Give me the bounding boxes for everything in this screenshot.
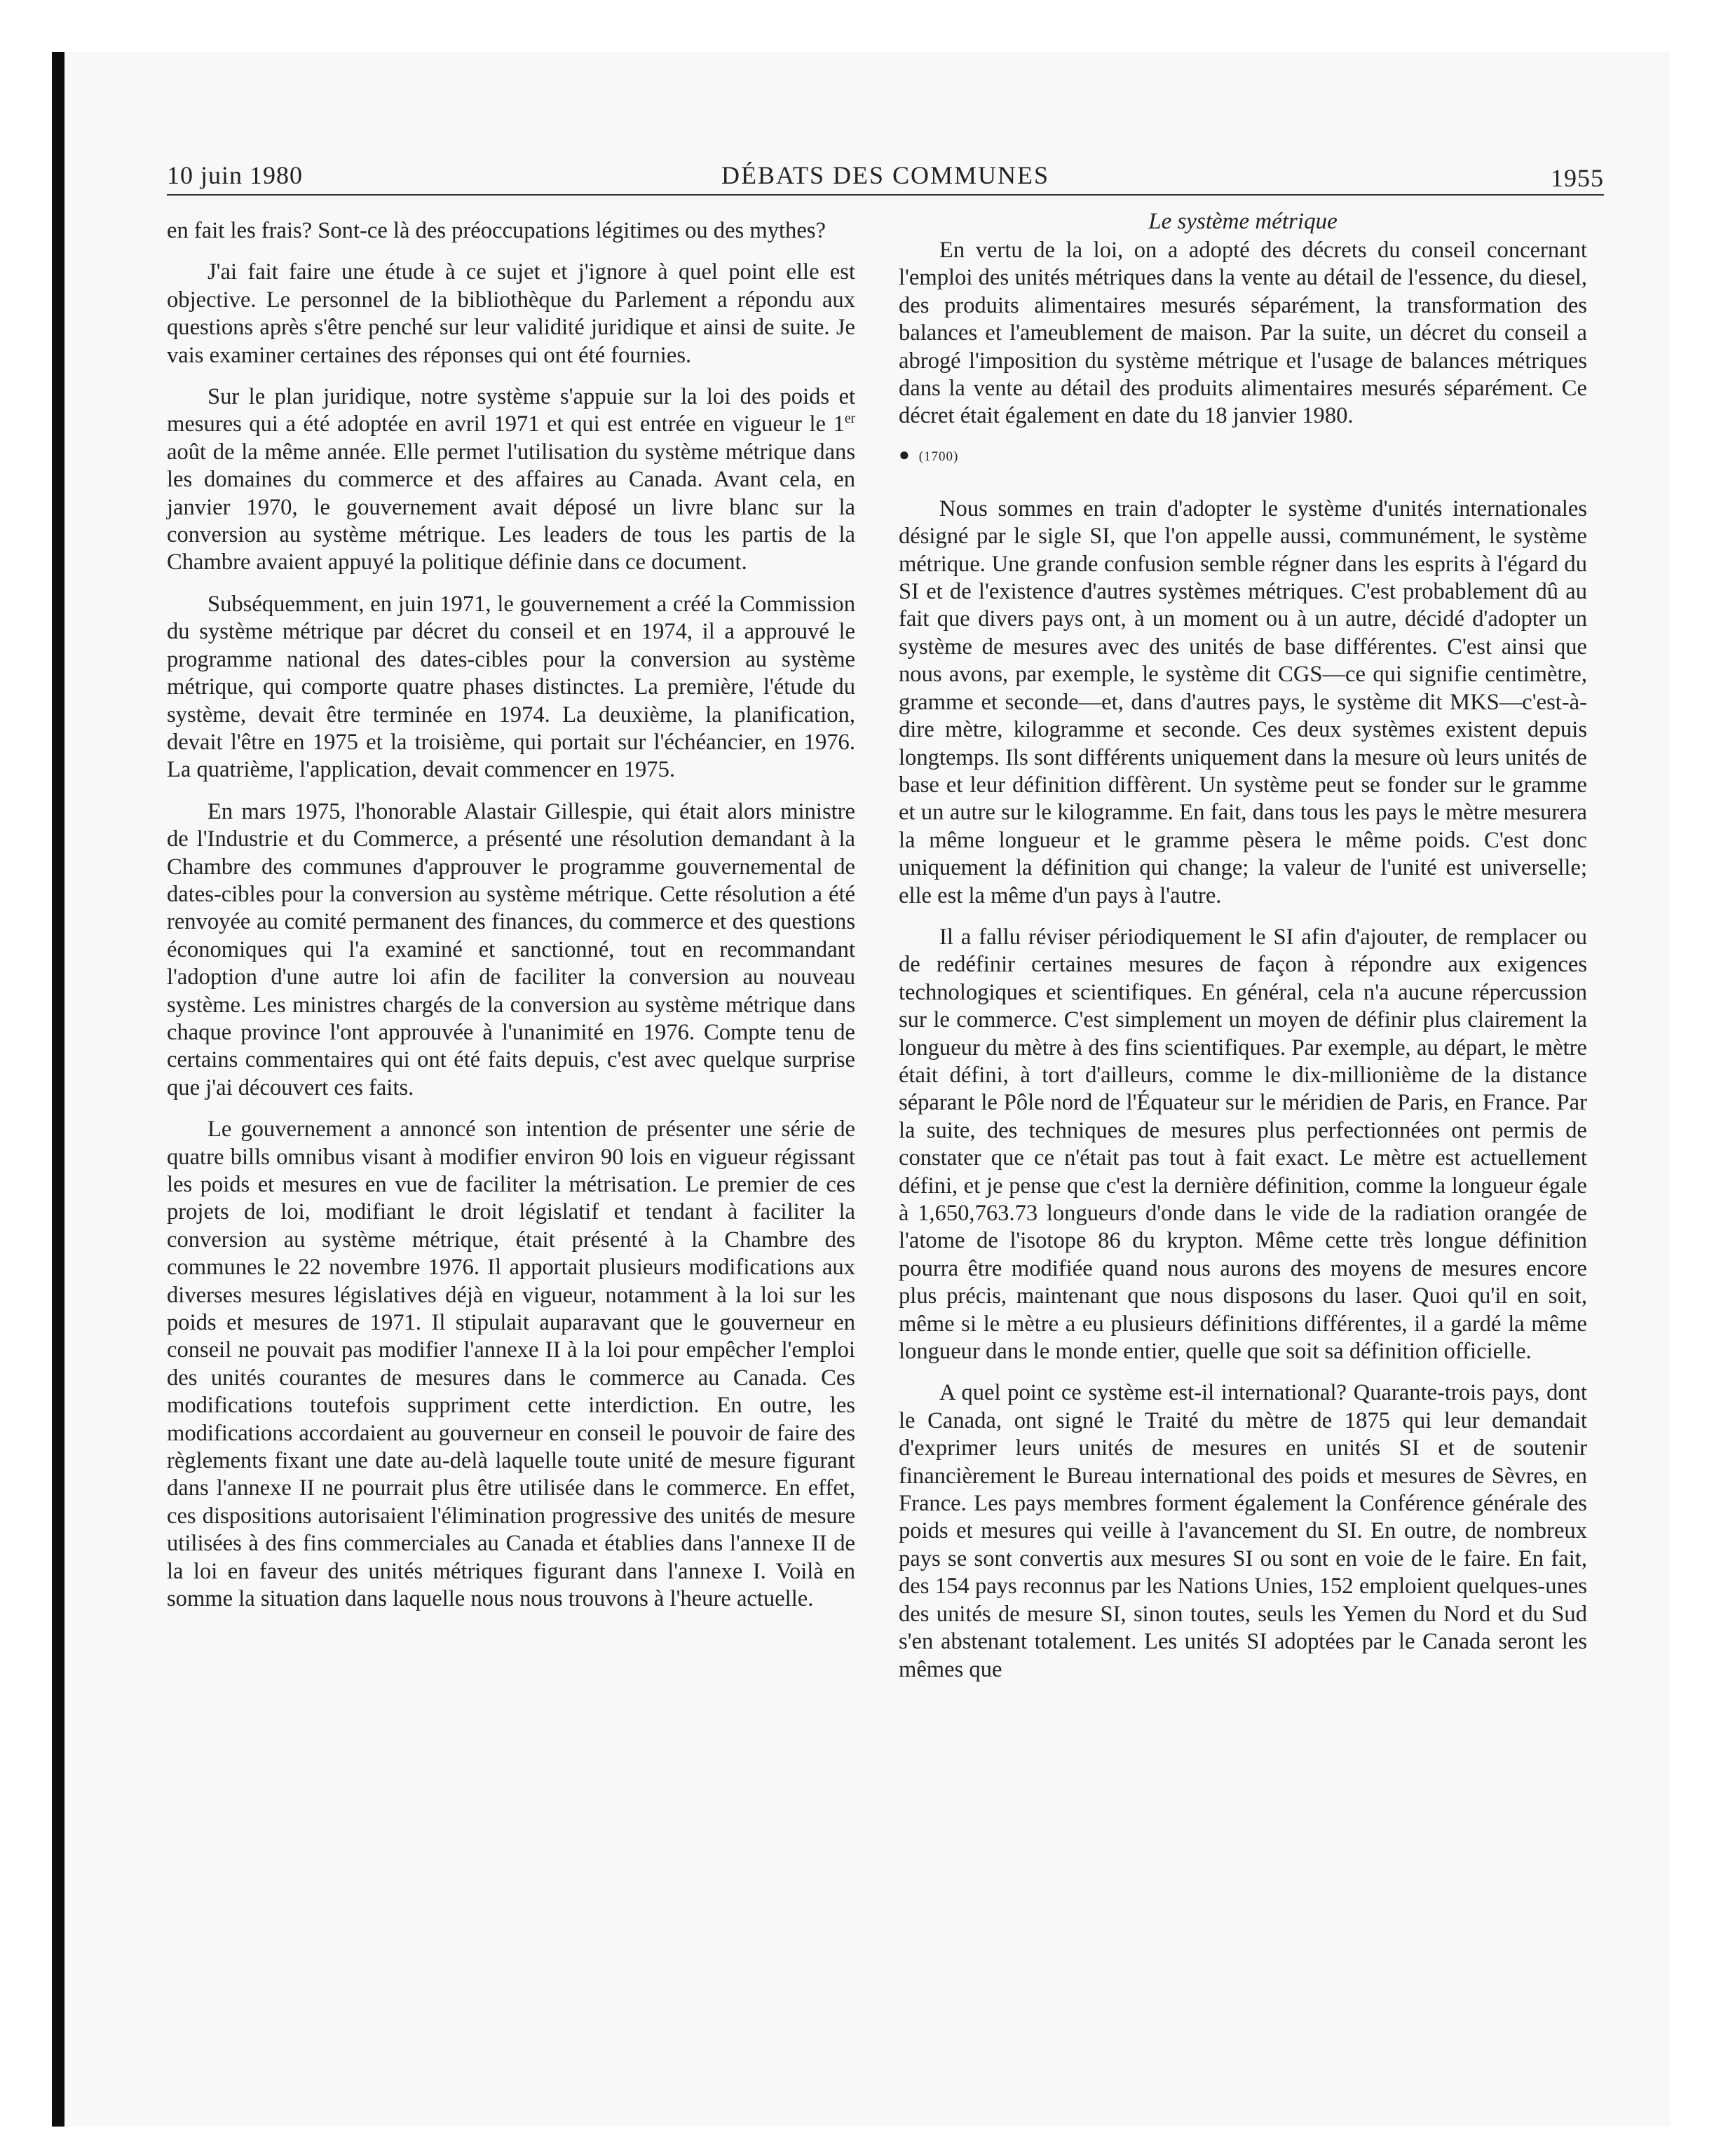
section-title: Le système métrique (1148, 209, 1338, 234)
paragraph: En vertu de la loi, on a adopté des décrets du conseil concernant l'emploi des unités métriques dans la vente au détail de l'essence, du diesel, des produits alimentaires mesurés séparément, la transformation des balances et l'ameublement de maison. Par la suite, un décret du conseil a abrogé l'imposition du système métrique et l'usage de balances métriques dans la vente au détail des produits alimentaires mesurés séparément. Ce décret était également en date du 18 janvier 1980. (899, 238, 1587, 429)
paragraph: J'ai fait faire une étude à ce sujet et j'ignore à quel point elle est objective. Le personnel de la bibliothèque du Parlement a répondu aux questions après s'être penché sur leur validité juridique et ainsi de suite. Je vais examiner certaines des réponses qui ont été fournies. (167, 259, 855, 368)
ordinal-superscript: er (844, 411, 855, 427)
paragraph: A quel point ce système est-il international? Quarante-trois pays, dont le Canada, ont signé le Traité du mètre de 1875 qui leur demandait d'exprimer leurs unités de mesures en unités SI et de soutenir financièrement le Bureau international des poids et mesures de Sèvres, en France. Les pays membres forment également la Conférence générale des poids et mesures qui veille à l'avancement du SI. En outre, de nombreux pays se sont convertis aux mesures SI ou sont en voie de le faire. En fait, des 154 pays reconnus par les Nations Unies, 152 emploient quelques-unes des unités de mesure SI, sinon toutes, seuls les Yemen du Nord et du Sud s'en abstenant totalement. Les unités SI adoptées par le Canada seront les mêmes que (899, 1380, 1587, 1682)
header-rule (167, 194, 1604, 196)
scan-edge (52, 52, 64, 2127)
bullet-icon: ● (899, 444, 911, 465)
header-date: 10 juin 1980 (167, 161, 304, 189)
paragraph-text: août de la même année. Elle permet l'utilisation du système métrique dans les domaines du commerce et des affaires au Canada. Avant cela, en janvier 1970, le gouvernement avait déposé un livre blanc sur la conversion au système métrique. Les leaders de tous les partis de la Chambre avaient appuyé la politique définie dans ce document. (167, 439, 855, 575)
paragraph: Le gouvernement a annoncé son intention de présenter une série de quatre bills omnibus visant à modifier environ 90 lois en vigueur régissant les poids et mesures en vue de faciliter la métrisation. Le premier de ces projets de loi, modifiant le droit législatif et tendant à faciliter la conversion au système métrique, était présenté à la Chambre des communes le 22 novembre 1976. Il apportait plusieurs modifications aux diverses mesures législatives déjà en vigueur, notamment à la loi sur les poids et mesures de 1971. Il stipulait auparavant que le gouverneur en conseil ne pouvait pas modifier l'annexe II à la loi pour empêcher l'emploi des unités courantes de mesures dans le commerce au Canada. Ces modifications toutefois suppriment cette interdiction. En outre, les modifications accordaient au gouverneur en conseil le pouvoir de faire des règlements fixant une date au-delà laquelle toute unité de mesure figurant dans l'annexe II ne pourrait plus être utilisée dans le commerce. En effet, ces dispositions autorisaient l'élimination progressive des unités de mesure utilisées à des fins commerciales au Canada et établies dans l'annexe II de la loi en faveur des unités métriques figurant dans l'annexe I. Voilà en somme la situation dans laquelle nous nous trouvons à l'heure actuelle. (167, 1117, 855, 1612)
header-title: DÉBATS DES COMMUNES (721, 161, 1050, 189)
paragraph (167, 383, 855, 577)
right-column (899, 207, 1587, 1698)
page-number: 1955 (1551, 164, 1604, 192)
left-column (167, 217, 855, 1628)
paragraph: Subséquemment, en juin 1971, le gouvernement a créé la Commission du système métrique par décret du conseil et en 1974, il a approuvé le programme national des dates-cibles pour la conversion au système métrique, qui comporte quatre phases distinctes. La première, l'étude du système, devait être terminée en 1974. La deuxième, la planification, devait l'être en 1975 et la troisième, qui portait sur l'échéancier, en 1976. La quatrième, l'application, devait commencer en 1975. (167, 591, 855, 783)
running-header (167, 161, 1604, 196)
paragraph: en fait les frais? Sont-ce là des préoccupations légitimes ou des mythes? (167, 218, 826, 243)
paragraph: En mars 1975, l'honorable Alastair Gillespie, qui était alors ministre de l'Industrie et du Commerce, a présenté une résolution demandant à la Chambre des communes d'approuver le programme gouvernemental de dates-cibles pour la conversion au système métrique. Cette résolution a été renvoyée au comité permanent des finances, du commerce et des questions économiques qui l'a examiné et sanctionné, tout en recommandant l'adoption d'une autre loi afin de faciliter la conversion au nouveau système. Les ministres chargés de la conversion au système métrique dans chaque province l'ont approuvée à l'unanimité en 1976. Compte tenu de certains commentaires qui ont été faits depuis, c'est avec quelque surprise que j'ai découvert ces faits. (167, 798, 855, 1100)
paragraph: Nous sommes en train d'adopter le système d'unités internationales désigné par le sigle SI, que l'on appelle aussi, communément, le système métrique. Une grande confusion semble régner dans les esprits à l'égard du SI et de l'existence d'autres systèmes métriques. C'est probablement dû au fait que divers pays ont, à un moment ou à un autre, décidé d'adopter un système de mesures avec des unités de base différentes. C'est ainsi que nous avons, par exemple, le système dit CGS—ce qui signifie centimètre, gramme et seconde—et, dans d'autres pays, le système dit MKS—c'est-à-dire mètre, kilogramme et seconde. Ces deux systèmes existent depuis longtemps. Ils sont différents uniquement dans la mesure où leurs unités de base et leur définition diffèrent. Un système peut se fonder sur le gramme et un autre sur le kilogramme. En fait, dans tous les pays le mètre mesurera la même longueur et le gramme pèsera le même poids. C'est donc uniquement la définition qui change; la valeur de l'unité est universelle; elle est la même d'un pays à l'autre. (899, 496, 1587, 908)
time-marker-text: (1700) (918, 449, 959, 464)
paragraph: Il a fallu réviser périodiquement le SI afin d'ajouter, de remplacer ou de redéfinir certaines mesures de façon à répondre aux exigences technologiques et scientifiques. En général, cela n'a aucune répercussion sur le commerce. C'est simplement un moyen de définir plus clairement la longueur du mètre à des fins scientifiques. Par exemple, au départ, le mètre était défini, à tort d'ailleurs, comme le dix-millionième de la distance séparant le Pôle nord de l'Équateur sur le méridien de Paris, en France. Par la suite, des techniques de mesures plus perfectionnées ont permis de constater que ce n'était pas tout à fait exact. Le mètre est actuellement défini, et je pense que c'est la dernière définition, comme la longueur égale à 1,650,763.73 longueurs d'onde dans le vide de la radiation orangée de l'atome de l'isotope 86 du krypton. Même cette très longue définition pourra être modifiée quand nous aurons des moyens de mesures encore plus précis, maintenant que nous disposons du laser. Quoi qu'il en soit, même si le mètre a eu plusieurs définitions différentes, il a gardé la même longueur dans le monde entier, quelle que soit sa définition officielle. (899, 924, 1587, 1365)
paragraph-text: Sur le plan juridique, notre système s'appuie sur la loi des poids et mesures qui a été adoptée en avril 1971 et qui est entrée en vigueur le 1 (167, 384, 855, 437)
time-marker (899, 444, 1587, 468)
